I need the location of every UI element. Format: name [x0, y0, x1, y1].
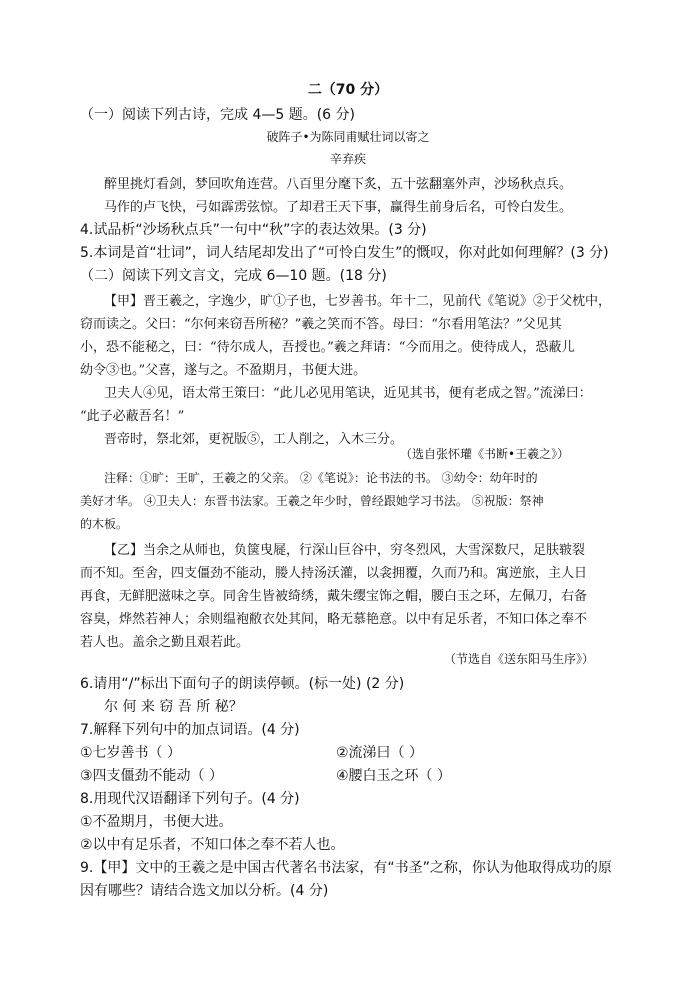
question-7: 7.解释下列句中的加点词语。(4 分) — [80, 722, 300, 738]
passage-jia-line: 晋帝时，祭北郊，更祝版⑤，工人削之，入木三分。 — [104, 432, 404, 447]
question-4: 4.试品析“沙场秋点兵”一句中“秋”字的表达效果。(3 分) — [80, 222, 427, 238]
question-6: 6.请用“/”标出下面句子的朗读停顿。(标一处) (2 分) — [80, 676, 405, 692]
passage-yi-line: 而不知。至舍，四支僵劲不能动，媵人持汤沃灌，以衾拥覆，久而乃和。寓逆旅，主人日 — [80, 566, 588, 581]
passage-jia-line: 小，恐不能秘之，曰：“待尔成人，吾授也。”羲之拜请：“今而用之。使待成人，恐蔽儿 — [80, 340, 575, 355]
question-7-item-a: ①七岁善书（ ） — [80, 745, 182, 761]
notes-line: 注释：①旷：王旷，王羲之的父亲。 ②《笔说》：论书法的书。 ③幼令：幼年时的 — [104, 471, 538, 485]
passage-jia-line: 窃而读之。父曰：“尔何来窃吾所秘？”羲之笑而不答。母曰：“尔看用笔法？”父见其 — [80, 317, 562, 332]
poem-title: 破阵子•为陈同甫赋壮词以寄之 — [266, 130, 430, 144]
question-7-item-b: ②流涕曰（ ） — [336, 745, 424, 761]
question-6-sentence: 尔 何 来 窃 吾 所 秘？ — [104, 699, 243, 715]
passage-yi-line: 容臭，烨然若神人；余则缊袍敝衣处其间，略无慕艳意。以中有足乐者，不知口体之奉不 — [80, 612, 588, 627]
passage-jia-line: 幼令③也。”父喜，遂与之。不盈期月，书便大进。 — [80, 363, 367, 378]
part1-instruction: （一）阅读下列古诗，完成 4—5 题。(6 分) — [80, 107, 355, 123]
question-8-item-a: ①不盈期月，书便大进。 — [80, 814, 233, 830]
question-9-line-1: 9.【甲】文中的王羲之是中国古代著名书法家，有“书圣”之称，你认为他取得成功的原 — [80, 860, 612, 876]
passage-yi-line: 【乙】当余之从师也，负箧曳屣，行深山巨谷中，穷冬烈风，大雪深数尺，足肤皲裂 — [104, 543, 586, 558]
question-5: 5.本词是首“壮词”，词人结尾却发出了“可怜白发生”的慨叹，你对此如何理解？(3 分) — [80, 245, 609, 261]
poem-author: 辛弃疾 — [329, 152, 366, 166]
passage-yi-source: （节选自《送东阳马生序》） — [444, 652, 595, 666]
poem-line-1: 醉里挑灯看剑，梦回吹角连营。八百里分麾下炙，五十弦翻塞外声，沙场秋点兵。 — [104, 177, 573, 192]
poem-line-2: 马作的卢飞快，弓如霹雳弦惊。了却君王天下事，赢得生前身后名，可怜白发生。 — [104, 200, 573, 215]
notes-line: 美好才华。 ④卫夫人：东晋书法家。王羲之年少时，曾经跟她学习书法。 ⑤祝版：祭神 — [80, 494, 544, 508]
passage-jia-line: “此子必蔽吾名！” — [80, 409, 185, 424]
question-8: 8.用现代汉语翻译下列句子。(4 分) — [80, 791, 300, 807]
passage-yi-line: 再食，无鲜肥滋味之享。同舍生皆被绮绣，戴朱缨宝饰之帽，腰白玉之环，左佩刀，右备 — [80, 589, 588, 604]
part2-instruction: （二）阅读下列文言文，完成 6—10 题。(18 分) — [80, 268, 387, 284]
question-7-item-c: ③四支僵劲不能动（ ） — [80, 768, 224, 784]
notes-line: 的木板。 — [80, 517, 129, 531]
question-7-item-d: ④腰白玉之环（ ） — [336, 768, 452, 784]
question-9-line-2: 因有哪些？请结合选文加以分析。(4 分) — [80, 883, 329, 899]
passage-jia-source: （选自张怀瓘《书断•王羲之》） — [400, 447, 570, 461]
passage-jia-line: 卫夫人④见，语太常王策曰：“此儿必见用笔诀，近见其书，便有老成之智。”流涕曰： — [104, 386, 592, 401]
section-heading: 二（70 分） — [307, 82, 389, 98]
passage-yi-line: 若人也。盖余之勤且艰若此。 — [80, 635, 250, 650]
question-8-item-b: ②以中有足乐者，不知口体之奉不若人也。 — [80, 837, 345, 853]
passage-jia-line: 【甲】晋王羲之，字逸少，旷①子也，七岁善书。年十二，见前代《笔说》②于父枕中， — [104, 294, 612, 309]
